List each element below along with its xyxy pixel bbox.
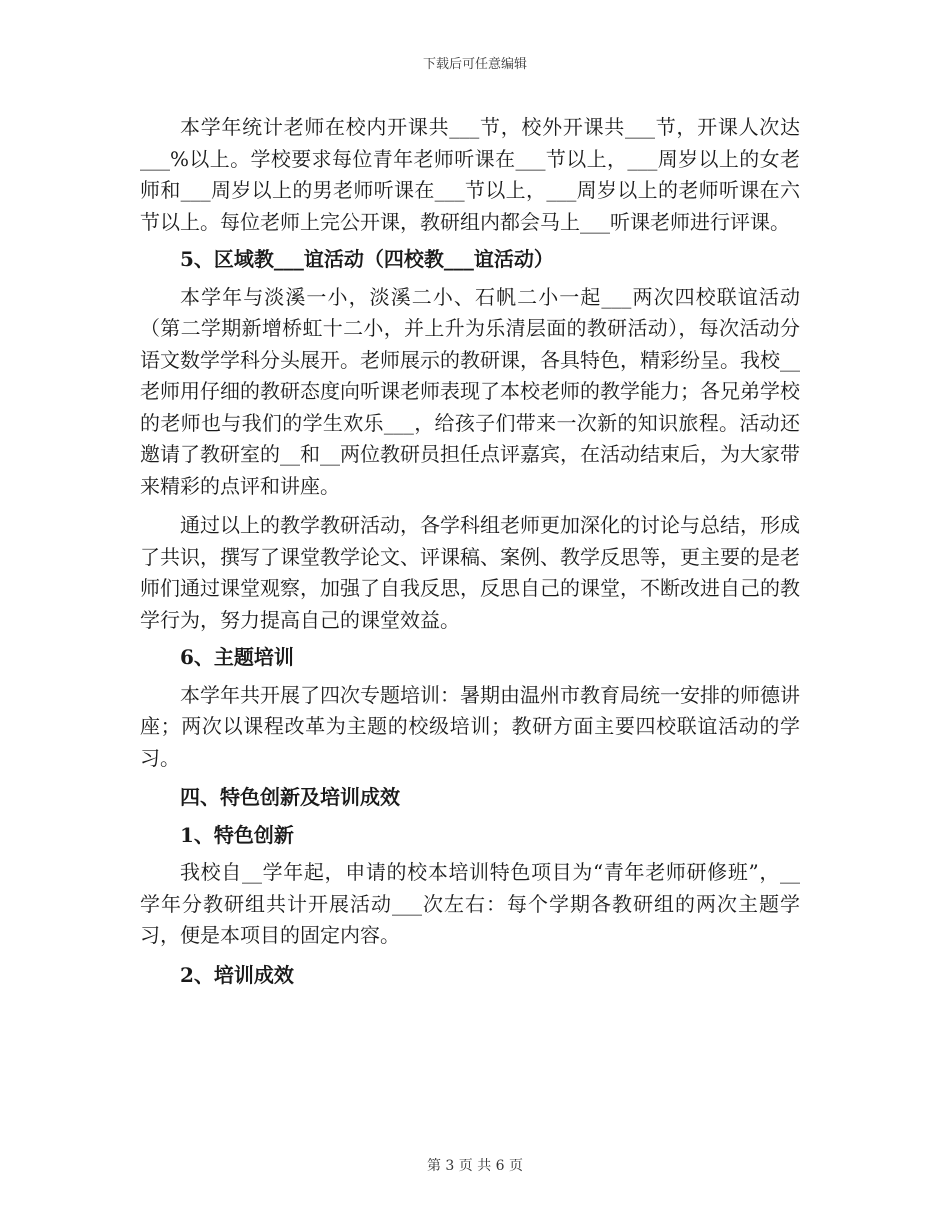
section-heading: 6、主题培训 — [180, 645, 294, 669]
section-heading: 5、区域教___谊活动（四校教___谊活动） — [180, 247, 554, 271]
document-body — [140, 112, 800, 997]
section-heading: 2、培训成效 — [180, 962, 294, 987]
section-heading: 四、特色创新及培训成效 — [180, 785, 400, 809]
page-footer: 第 3 页 共 6 页 — [426, 1158, 524, 1174]
section-heading: 1、特色创新 — [180, 822, 294, 847]
paragraph: 通过以上的教学教研活动，各学科组老师更加深化的讨论与总结，形成了共识，撰写了课堂教学论文、评课稿、案例、教学反思等，更主要的是老师们通过课堂观察，加强了自我反思，反思自己的课堂，不断改进自己的教学行为，努力提高自己的课堂效益。 — [140, 513, 800, 632]
paragraph: 本学年统计老师在校内开课共___节，校外开课共___节，开课人次达___%以上。学校要求每位青年老师听课在___节以上，___周岁以上的女老师和___周岁以上的男老师听课在___节以上，___周岁以上的老师听课在六节以上。每位老师上完公开课，教研组内都会马上___听课老师进行评课。 — [140, 115, 800, 234]
paragraph: 本学年与淡溪一小，淡溪二小、石帆二小一起___两次四校联谊活动（第二学期新增桥虹十二小，并上升为乐清层面的教研活动），每次活动分语文数学学科分头展开。老师展示的教研课，各具特色，精彩纷呈。我校__老师用仔细的教研态度向听课老师表现了本校老师的教学能力；各兄弟学校的老师也与我们的学生欢乐___，给孩子们带来一次新的知识旅程。活动还邀请了教研室的__和__两位教研员担任点评嘉宾，在活动结束后，为大家带来精彩的点评和讲座。 — [140, 284, 800, 498]
page-header: 下载后可任意编辑 — [422, 57, 527, 72]
paragraph: 本学年共开展了四次专题培训：暑期由温州市教育局统一安排的师德讲座；两次以课程改革为主题的校级培训；教研方面主要四校联谊活动的学习。 — [140, 682, 800, 770]
paragraph: 我校自__学年起，申请的校本培训特色项目为“青年老师研修班”，__学年分教研组共计开展活动___次左右：每个学期各教研组的两次主题学习，便是本项目的固定内容。 — [140, 860, 800, 947]
